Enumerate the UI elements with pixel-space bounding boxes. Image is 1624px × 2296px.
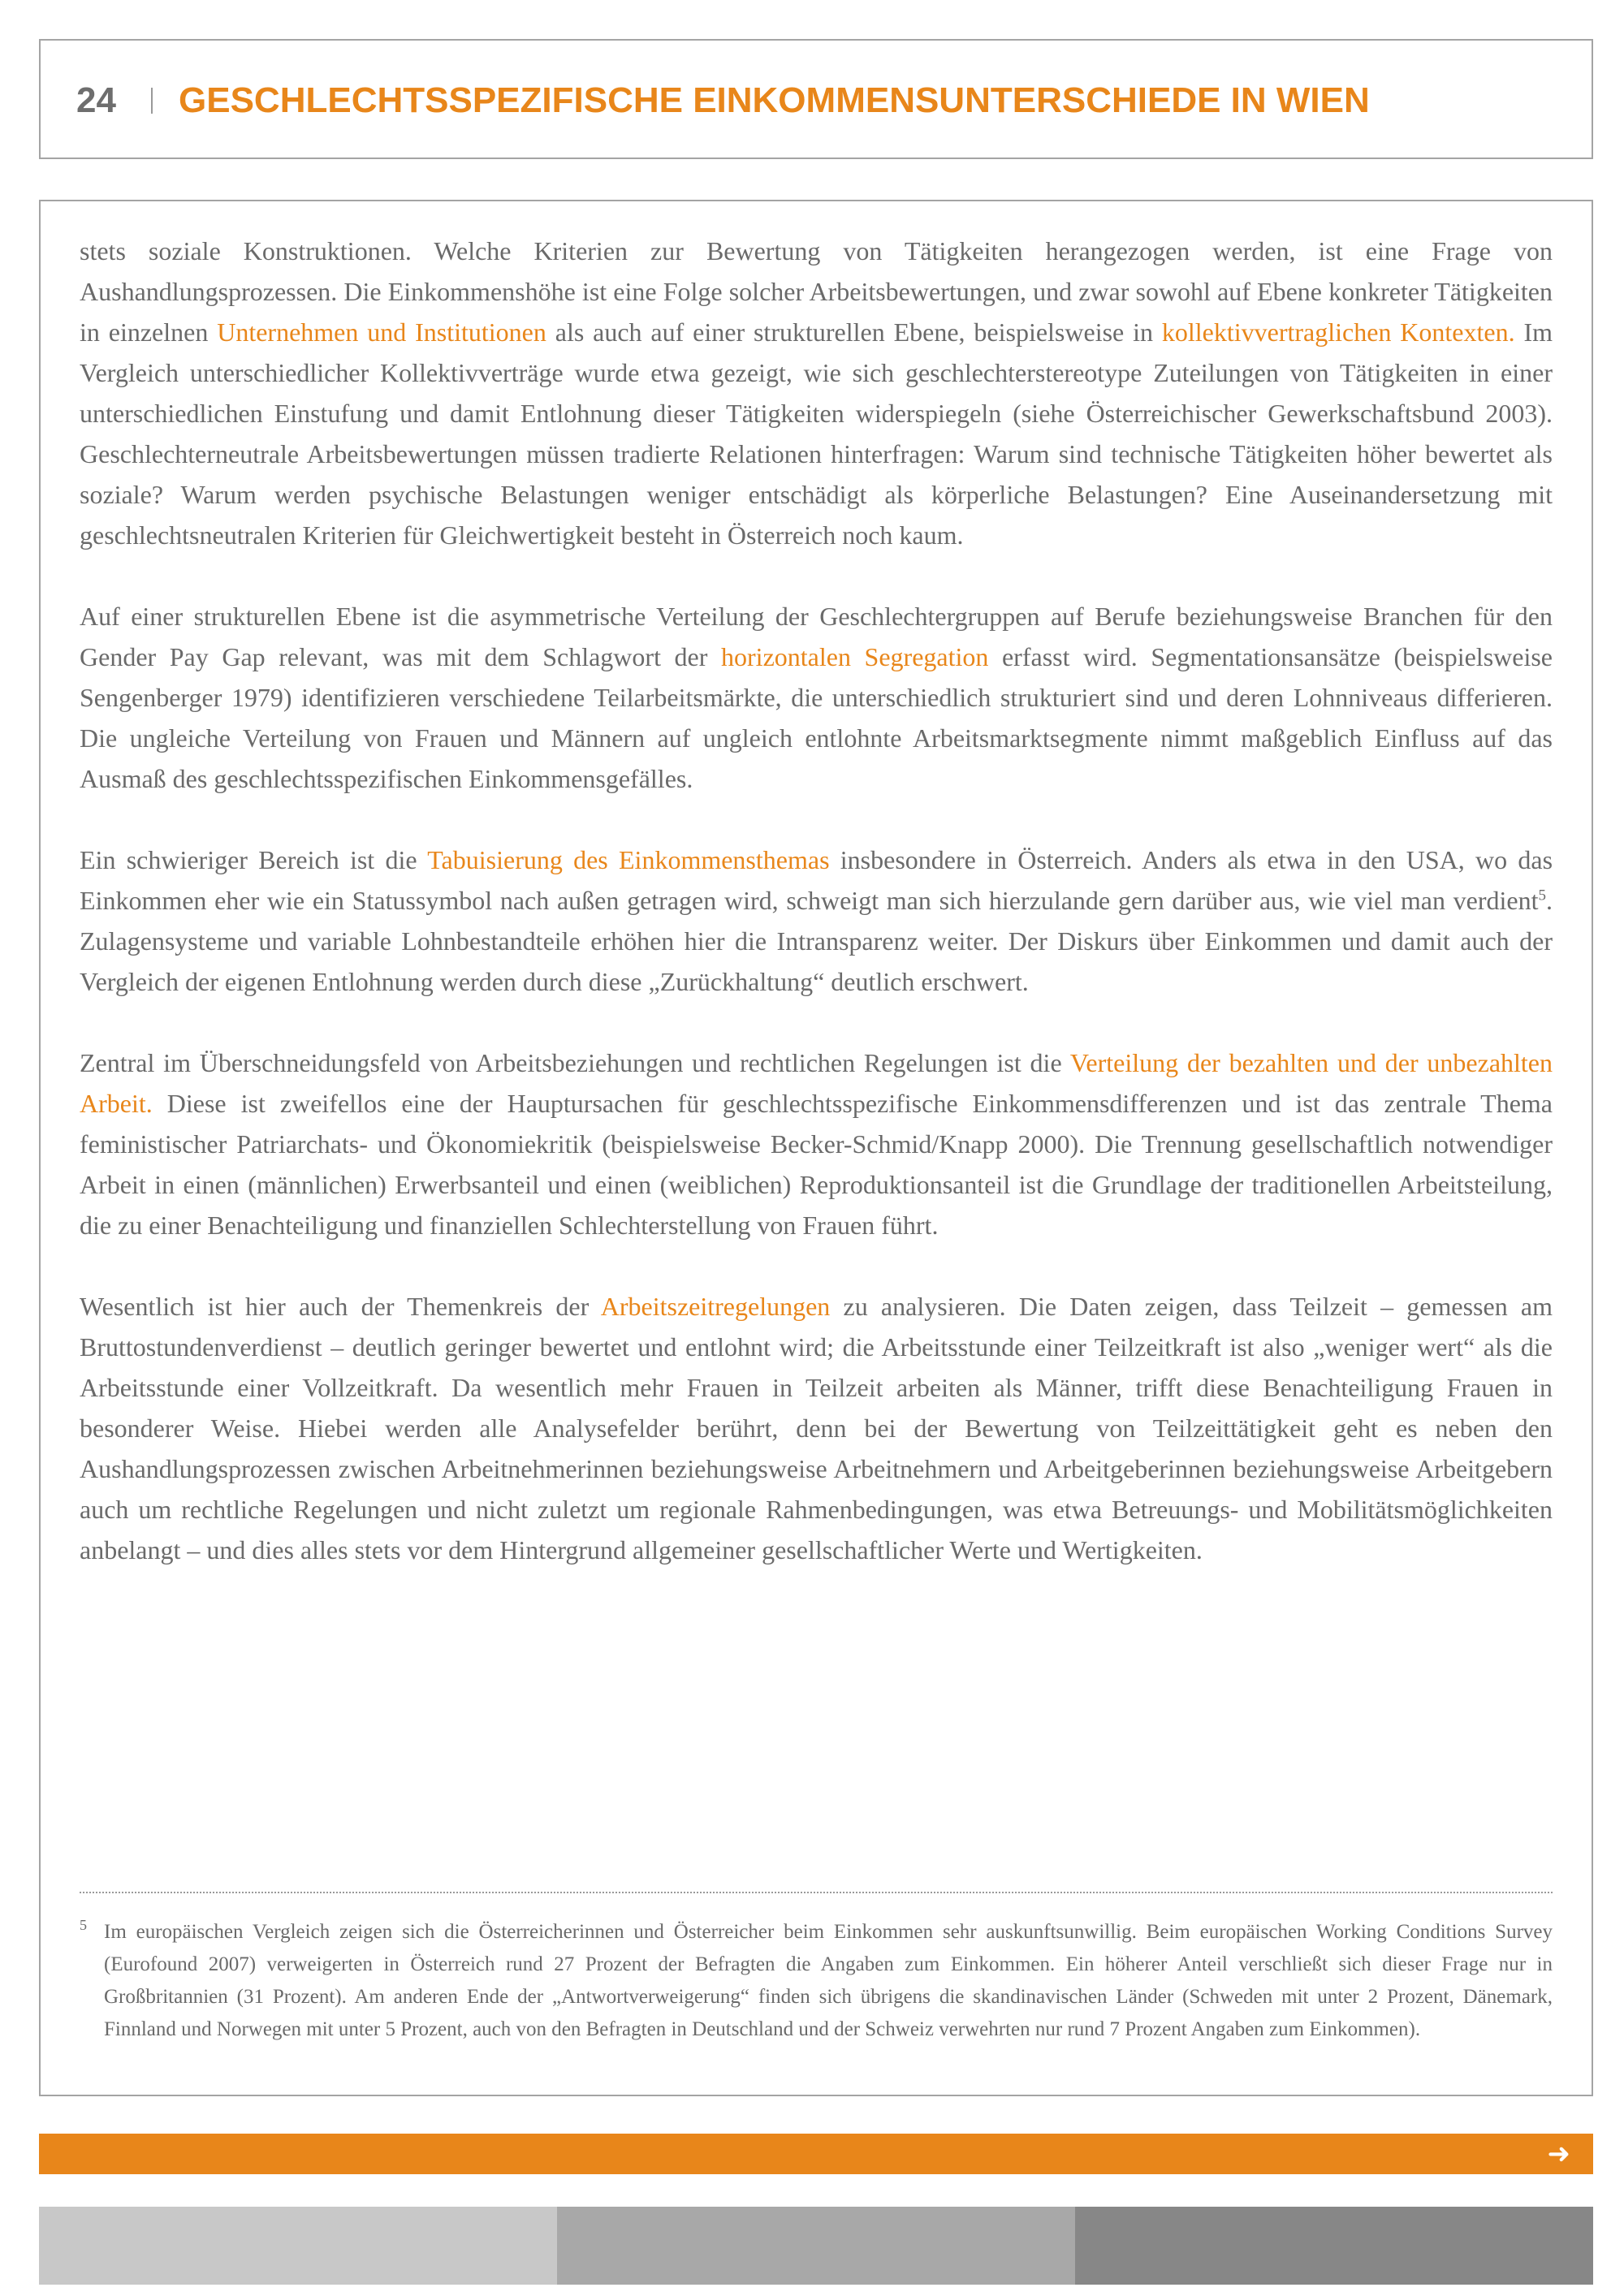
footer-gray-band-3 xyxy=(1075,2207,1593,2285)
content-frame xyxy=(39,200,1593,2096)
text-run: erfasst wird. Segmentationsansätze (beispielsweise Sengenberger 1979) identifizieren verschiedene Teilarbeitsmärkte, die unterschiedlich strukturiert sind und deren Lohnniveaus differieren. Die ungleiche Verteilung von Frauen und Männern auf ungleich entlohnte Arbeitsmarktsegmente nimmt maßgeblich Einfluss auf das Ausmaß des geschlechtsspezifischen Einkommensgefälles. xyxy=(80,642,1553,793)
highlight-term: Verteilung der bezahlten und der unbezahlten Arbeit. xyxy=(80,1048,1553,1118)
arrow-right-icon[interactable]: ➜ xyxy=(1547,2138,1570,2170)
footnote-divider xyxy=(80,1892,1553,1893)
text-run: Diese ist zweifellos eine der Hauptursachen für geschlechtsspezifische Einkommensdifferenzen und ist das zentrale Thema feministischer Patriarchats- und Ökonomiekritik (beispielsweise Becker-Schmid/Knapp 2000). Die Trennung gesellschaftlich notwendiger Arbeit in einen (männlichen) Erwerbsanteil und einen (weiblichen) Reproduktionsanteil ist die Grundlage der traditionellen Arbeitsteilung, die zu einer Benachteiligung und finanziellen Schlechterstellung von Frauen führt. xyxy=(80,1089,1553,1240)
footnote-reference: 5 xyxy=(1538,887,1546,904)
highlight-term: horizontalen Segregation xyxy=(721,642,989,671)
footer-accent-bar xyxy=(39,2134,1593,2174)
body-text xyxy=(80,231,1553,1611)
highlight-term: Unternehmen und Institutionen xyxy=(217,317,546,347)
header-divider xyxy=(151,88,153,114)
page-title: GESCHLECHTSSPEZIFISCHE EINKOMMENSUNTERSCHIEDE IN WIEN xyxy=(179,80,1370,120)
highlight-term: Tabuisierung des Einkommensthemas xyxy=(427,845,830,874)
text-run: zu analysieren. Die Daten zeigen, dass Teilzeit – gemessen am Bruttostundenverdienst – deutlich geringer bewertet und entlohnt wird; die Arbeitsstunde einer Teilzeitkraft ist also „weniger wert“ als die Arbeitsstunde einer Vollzeitkraft. Da wesentlich mehr Frauen in Teilzeit arbeiten als Männer, trifft diese Benachteiligung Frauen in besonderer Weise. Hiebei werden alle Analysefelder berührt, denn bei der Bewertung von Teilzeittätigkeit geht es neben den Aushandlungsprozessen zwischen Arbeitnehmerinnen beziehungsweise Arbeitnehmern und Arbeitgeberinnen beziehungsweise Arbeitgebern auch um rechtliche Regelungen und nicht zuletzt um regionale Rahmenbedingungen, was etwa Betreuungs- und Mobilitätsmöglichkeiten anbelangt – und dies alles stets vor dem Hintergrund allgemeiner gesellschaftlicher Werte und Wertigkeiten. xyxy=(80,1292,1553,1564)
text-run: Im Vergleich unterschiedlicher Kollektivverträge wurde etwa gezeigt, wie sich geschlechterstereotype Zuteilungen von Tätigkeiten in einer unterschiedlichen Einstufung und damit Entlohnung dieser Tätigkeiten widerspiegeln (siehe Österreichischer Gewerkschaftsbund 2003). Geschlechterneutrale Arbeitsbewertungen müssen tradierte Relationen hinterfragen: Warum sind technische Tätigkeiten höher bewertet als soziale? Warum werden psychische Belastungen weniger entschädigt als körperliche Belastungen? Eine Auseinandersetzung mit geschlechtsneutralen Kriterien für Gleichwertigkeit besteht in Österreich noch kaum. xyxy=(80,317,1553,550)
footnote xyxy=(80,1916,1553,2046)
text-run: insbesondere in Österreich. Anders als etwa in den USA, wo das Einkommen eher wie ein Statussymbol nach außen getragen wird, schweigt man sich hierzulande gern darüber aus, wie viel man verdient xyxy=(80,845,1553,915)
highlight-term: kollektivvertraglichen Kontexten. xyxy=(1161,317,1515,347)
text-run: als auch auf einer strukturellen Ebene, beispielsweise in xyxy=(546,317,1162,347)
footer-gray-band-1 xyxy=(39,2207,557,2285)
text-run: stets soziale Konstruktionen. Welche Kriterien zur Bewertung von Tätigkeiten herangezogen werden, ist eine Frage von Aushandlungsprozessen. Die Einkommenshöhe ist eine Folge solcher Arbeitsbewertungen, und zwar sowohl auf Ebene konkreter Tätigkeiten in einzelnen xyxy=(80,236,1553,347)
paragraph-2 xyxy=(80,596,1553,799)
page-number: 24 xyxy=(76,80,116,120)
footnote-number: 5 xyxy=(80,1917,87,1933)
paragraph-4 xyxy=(80,1042,1553,1245)
paragraph-5 xyxy=(80,1286,1553,1570)
text-run: Ein schwieriger Bereich ist die xyxy=(80,845,428,874)
paragraph-3 xyxy=(80,839,1553,1002)
page-header xyxy=(39,39,1593,159)
footer-gray-band-2 xyxy=(557,2207,1075,2285)
text-run: . Zulagensysteme und variable Lohnbestandteile erhöhen hier die Intransparenz weiter. Der Diskurs über Einkommen und damit auch der Vergleich der eigenen Entlohnung werden durch diese „Zurückhaltung“ deutlich erschwert. xyxy=(80,886,1553,996)
paragraph-1 xyxy=(80,231,1553,555)
text-run: Wesentlich ist hier auch der Themenkreis der xyxy=(80,1292,601,1321)
highlight-term: Arbeitszeitregelungen xyxy=(600,1292,831,1321)
text-run: Auf einer strukturellen Ebene ist die asymmetrische Verteilung der Geschlechtergruppen auf Berufe beziehungsweise Branchen für den Gender Pay Gap relevant, was mit dem Schlagwort der xyxy=(80,602,1553,671)
text-run: Zentral im Überschneidungsfeld von Arbeitsbeziehungen und rechtlichen Regelungen ist die xyxy=(80,1048,1070,1077)
footnote-text: Im europäischen Vergleich zeigen sich die Österreicherinnen und Österreicher beim Einkommen sehr auskunftsunwillig. Beim europäischen Working Conditions Survey (Eurofound 2007) verweigerten in Österreich rund 27 Prozent der Befragten die Angaben zum Einkommen. Ein höherer Anteil verschließt sich dieser Frage nur in Großbritannien (31 Prozent). Am anderen Ende der „Antwortverweigerung“ finden sich übrigens die skandinavischen Länder (Schweden mit unter 2 Prozent, Dänemark, Finnland und Norwegen mit unter 5 Prozent, auch von den Befragten in Deutschland und der Schweiz verwehrten nur rund 7 Prozent Angaben zum Einkommen). xyxy=(104,1921,1553,2040)
